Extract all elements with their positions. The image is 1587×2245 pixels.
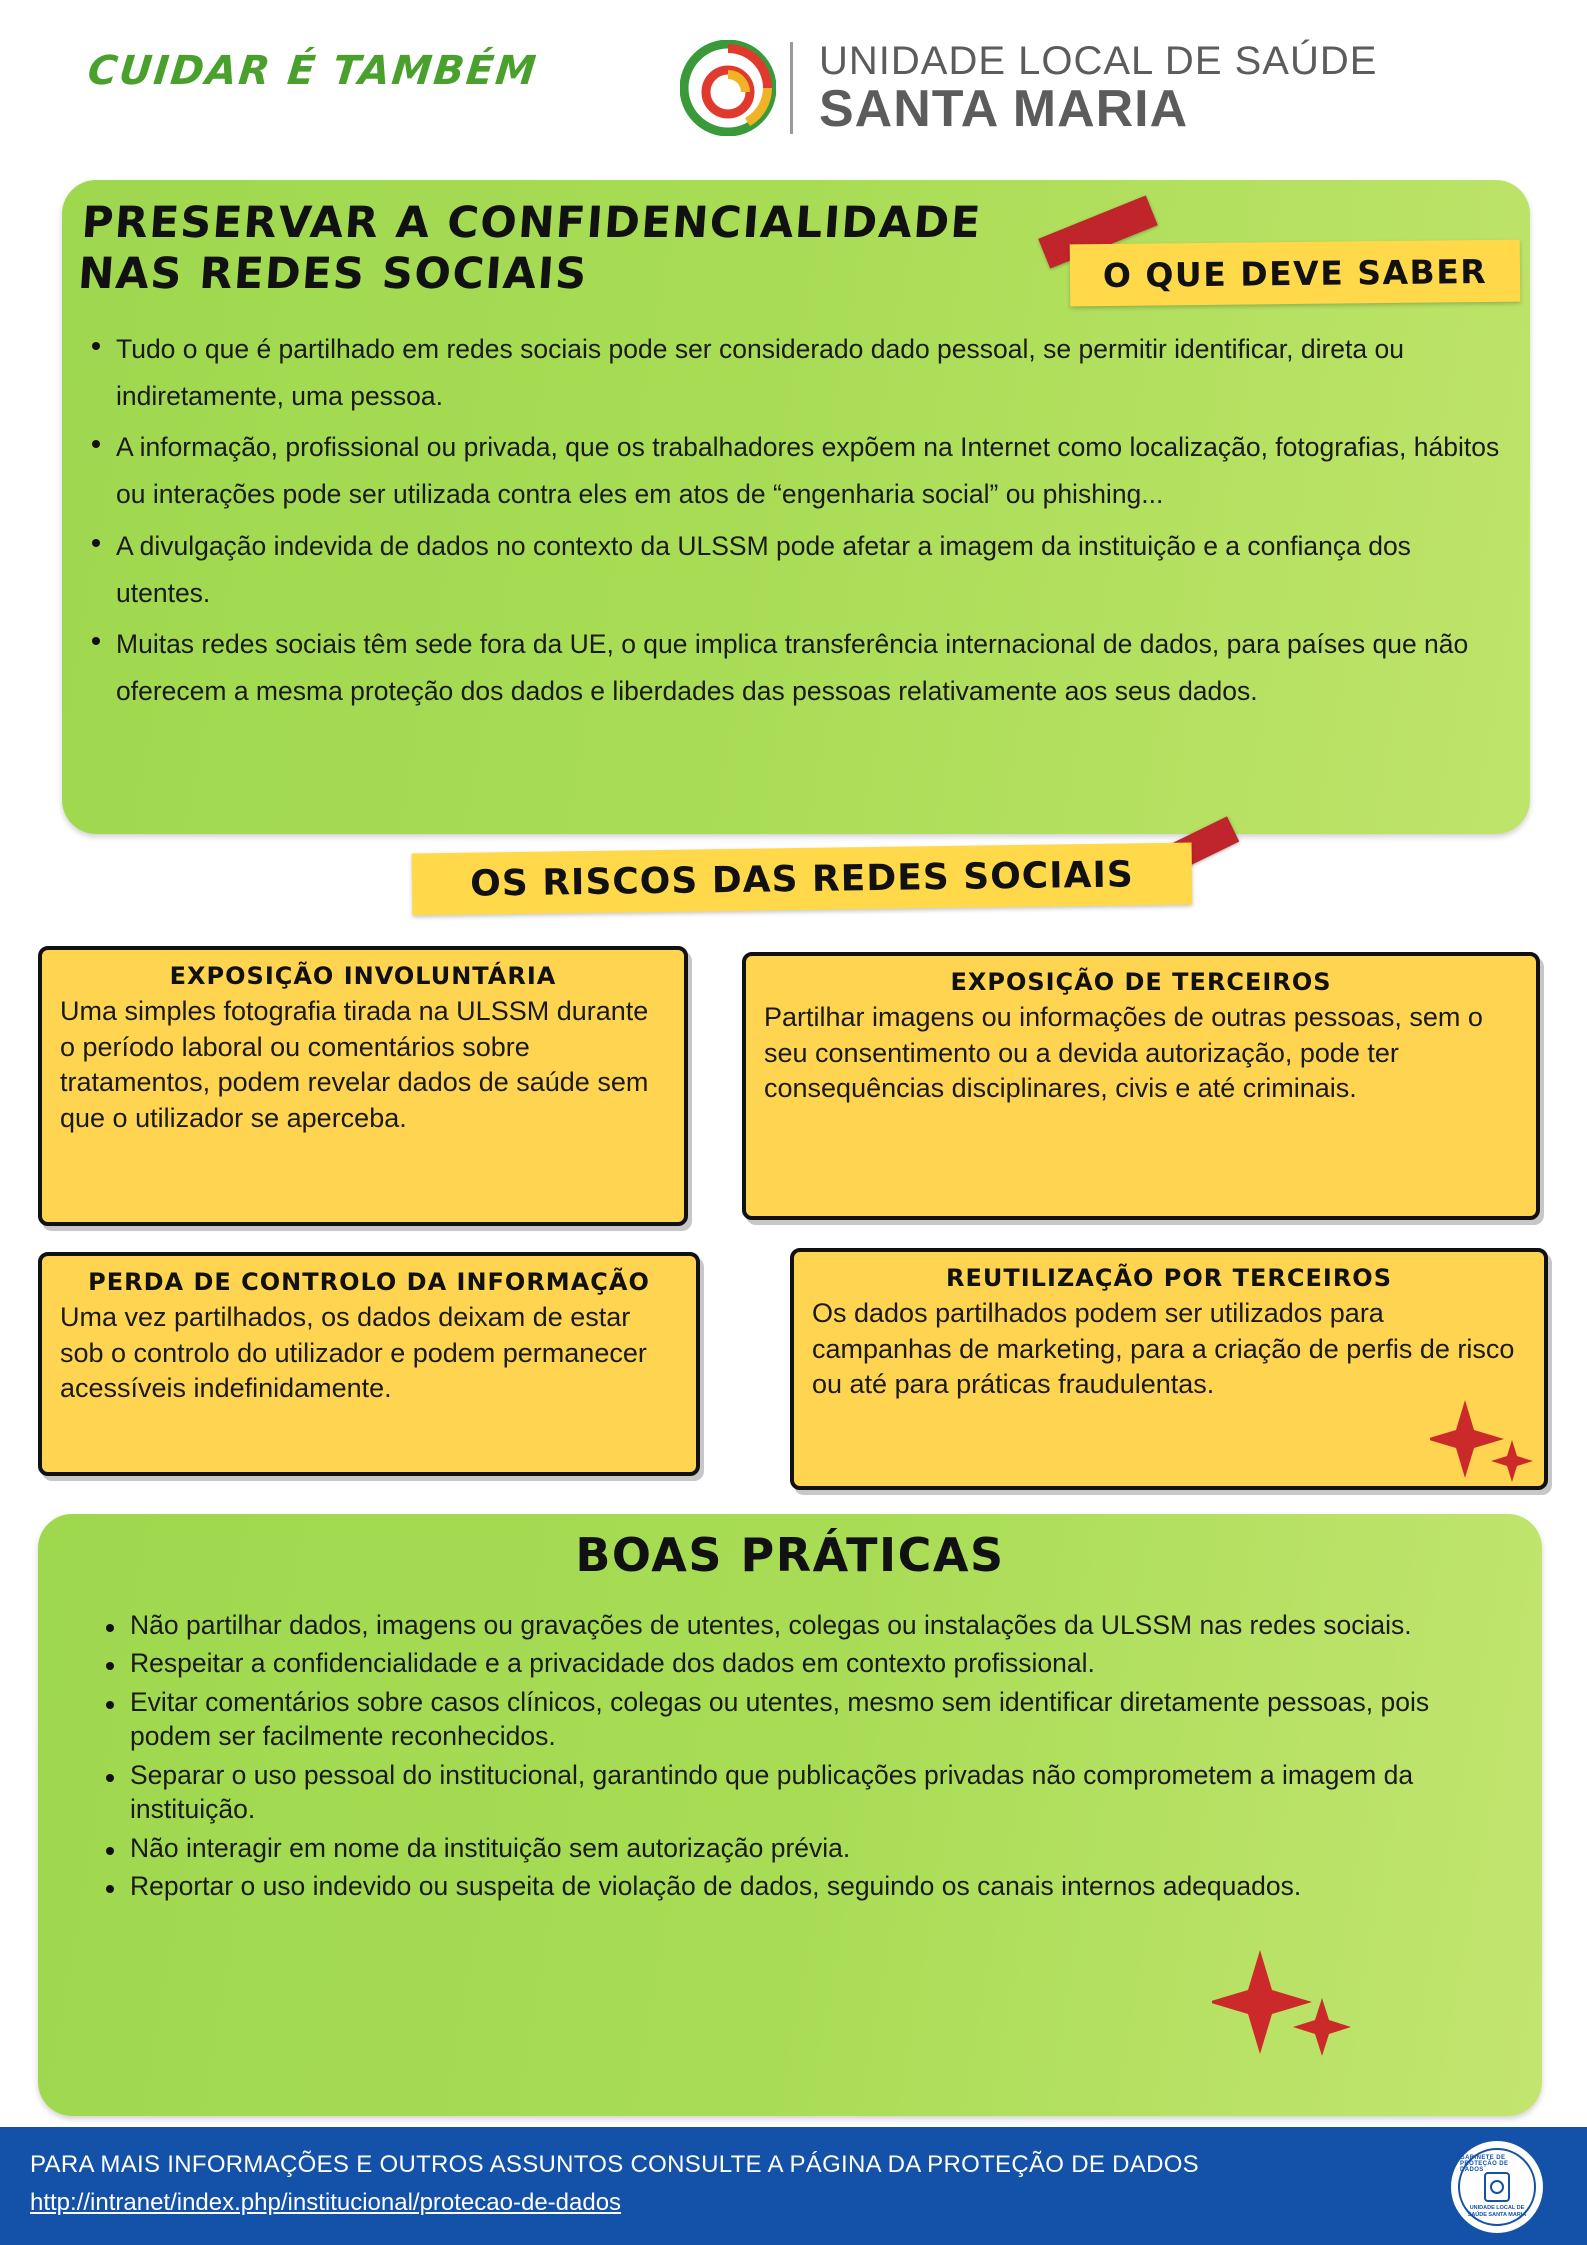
good-practices-title: BOAS PRÁTICAS [575, 1528, 1005, 1582]
good-practices-list [96, 1608, 1516, 1908]
list-item: Reportar o uso indevido ou suspeita de violação de dados, seguindo os canais internos adequados. [96, 1869, 1516, 1903]
risk-card-title: EXPOSIÇÃO INVOLUNTÁRIA [169, 962, 557, 990]
risk-card-perda-de-controlo [38, 1252, 700, 1476]
risk-card-body: Partilhar imagens ou informações de outras pessoas, sem o seu consentimento ou a devida autorização, pode ter consequências disciplinares, civis e até criminais. [764, 1002, 1483, 1104]
brand-name-line1: UNIDADE LOCAL DE SAÚDE [819, 39, 1378, 83]
risk-card-exposicao-de-terceiros [742, 952, 1540, 1220]
list-item: Respeitar a confidencialidade e a privacidade dos dados em contexto profissional. [96, 1646, 1516, 1680]
seal-bottom-text: UNIDADE LOCAL DE SAÚDE SANTA MARIA [1467, 2205, 1527, 2218]
what-you-should-know-list [82, 326, 1512, 719]
seal-top-text: GABINETE DE PROTEÇÃO DE DADOS [1460, 2155, 1509, 2173]
risk-card-title: PERDA DE CONTROLO DA INFORMAÇÃO [88, 1268, 650, 1296]
list-item: A informação, profissional ou privada, que os trabalhadores expõem na Internet como localização, fotografias, hábitos ou interações pode ser utilizada contra eles em atos de “engenharia social” ou phishing... [82, 424, 1512, 518]
panel-title-confidencialidade: PRESERVAR A CONFIDENCIALIDADE NAS REDES SOCIAIS [76, 198, 984, 299]
footer-info-text: PARA MAIS INFORMAÇÕES E OUTROS ASSUNTOS CONSULTE A PÁGINA DA PROTEÇÃO DE DADOS [30, 2151, 1199, 2178]
page-footer [0, 2127, 1587, 2245]
ulssm-circle-logo-icon [680, 40, 776, 136]
logo-divider [790, 42, 793, 134]
risk-card-title: EXPOSIÇÃO DE TERCEIROS [950, 968, 1332, 996]
badge-o-que-deve-saber: O QUE DEVE SABER [1070, 240, 1521, 307]
tagline: CUIDAR É TAMBÉM [85, 48, 540, 94]
risk-card-body: Os dados partilhados podem ser utilizados para campanhas de marketing, para a criação de perfis de risco ou até para práticas fraudulentas. [812, 1298, 1515, 1400]
risk-card-exposicao-involuntaria [38, 946, 688, 1226]
list-item: Separar o uso pessoal do institucional, garantindo que publicações privadas não comprometem a imagem da instituição. [96, 1758, 1516, 1827]
risk-card-body: Uma simples fotografia tirada na ULSSM durante o período laboral ou comentários sobre tratamentos, podem revelar dados de saúde sem que o utilizador se aperceba. [60, 996, 649, 1133]
risk-card-body: Uma vez partilhados, os dados deixam de estar sob o controlo do utilizador e podem permanecer acessíveis indefinidamente. [60, 1302, 647, 1404]
list-item: Tudo o que é partilhado em redes sociais pode ser considerado dado pessoal, se permitir identificar, direta ou indiretamente, uma pessoa. [82, 326, 1512, 420]
brand-name [819, 40, 1377, 137]
brand-logo [680, 40, 1377, 137]
badge-os-riscos-das-redes-sociais: OS RISCOS DAS REDES SOCIAIS [412, 843, 1193, 916]
list-item: A divulgação indevida de dados no contexto da ULSSM pode afetar a imagem da instituição e a confiança dos utentes. [82, 523, 1512, 617]
list-item: Não interagir em nome da instituição sem autorização prévia. [96, 1831, 1516, 1865]
seal-lock-icon [1484, 2172, 1510, 2202]
risk-card-reutilizacao-por-terceiros [790, 1248, 1548, 1490]
list-item: Muitas redes sociais têm sede fora da UE, o que implica transferência internacional de dados, para países que não oferecem a mesma proteção dos dados e liberdades das pessoas relativamente aos seus dados. [82, 621, 1512, 715]
gpd-seal-icon [1451, 2141, 1543, 2233]
footer-link[interactable]: http://intranet/index.php/institucional/protecao-de-dados [30, 2189, 622, 2216]
list-item: Evitar comentários sobre casos clínicos, colegas ou utentes, mesmo sem identificar diretamente pessoas, pois podem ser facilmente reconhecidos. [96, 1685, 1516, 1754]
list-item: Não partilhar dados, imagens ou gravações de utentes, colegas ou instalações da ULSSM nas redes sociais. [96, 1608, 1516, 1642]
risk-card-title: REUTILIZAÇÃO POR TERCEIROS [946, 1264, 1392, 1292]
brand-name-line2: SANTA MARIA [819, 80, 1189, 138]
